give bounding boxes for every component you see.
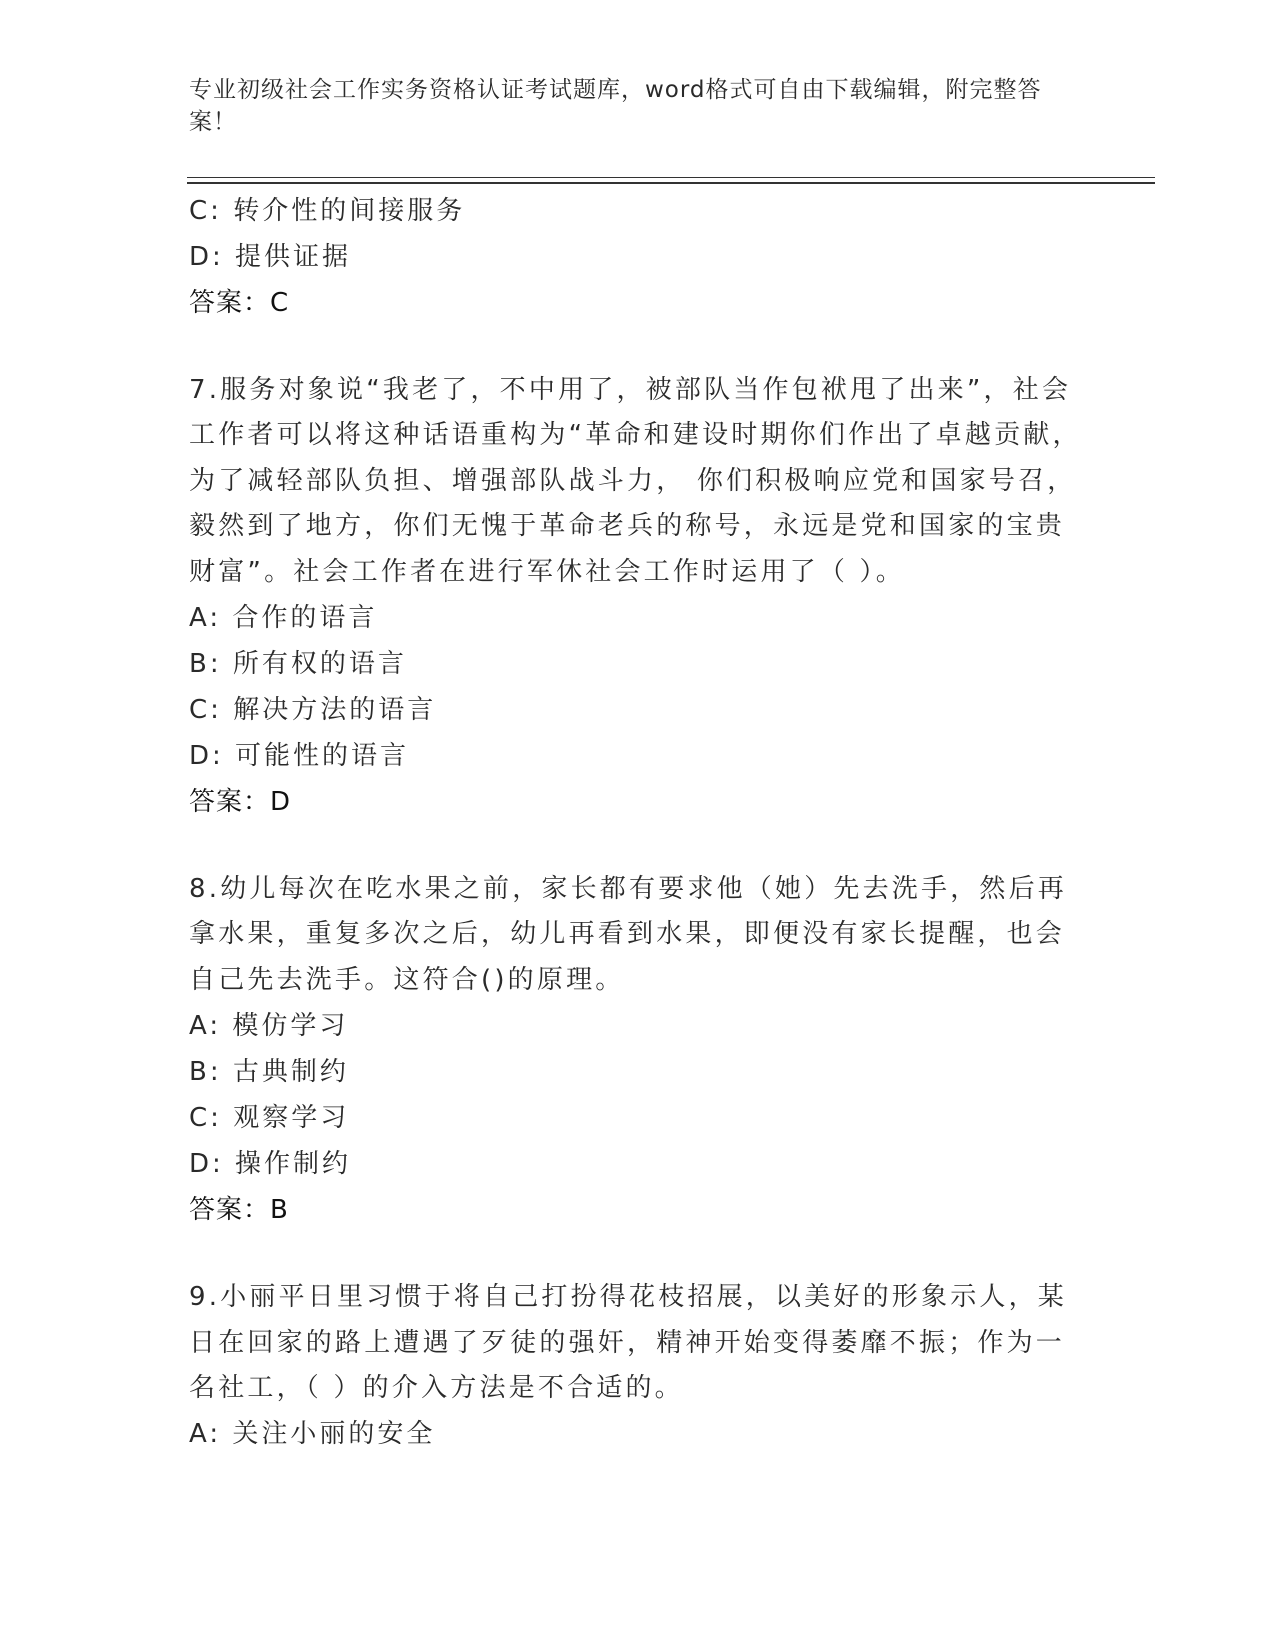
- option-b: [189, 641, 1089, 687]
- option-label: A:: [189, 1011, 222, 1042]
- header-divider-thick: [187, 182, 1155, 184]
- page-header: 专业初级社会工作实务资格认证考试题库，word格式可自由下载编辑，附完整答案！: [189, 77, 1042, 135]
- question-9: [189, 1275, 1089, 1457]
- option-a: [189, 1003, 1089, 1049]
- option-d: [189, 234, 1089, 280]
- previous-question-tail: [189, 188, 1089, 326]
- option-text: 合作的语言: [232, 603, 378, 634]
- option-a: [189, 595, 1089, 641]
- answer-line: 答案：D: [189, 787, 292, 818]
- option-c: [189, 1095, 1089, 1141]
- question-stem: 8.幼儿每次在吃水果之前，家长都有要求他（她）先去洗手，然后再拿水果，重复多次之后，幼儿再看到水果，即便没有家长提醒，也会自己先去洗手。这符合()的原理。: [189, 874, 1068, 995]
- option-label: D:: [189, 1149, 224, 1180]
- option-d: [189, 1141, 1089, 1187]
- answer-line: 答案：C: [189, 288, 290, 318]
- option-label: A:: [189, 1419, 222, 1450]
- question-8: [189, 867, 1089, 1233]
- option-text: 转介性的间接服务: [233, 196, 466, 226]
- question-stem: 7.服务对象说“我老了，不中用了，被部队当作包袱甩了出来”，社会工作者可以将这种话语重构为“革命和建设时期你们作出了卓越贡献，为了减轻部队负担、增强部队战斗力， 你们积极响应党和国家号召，毅然到了地方，你们无愧于革命老兵的称号，永远是党和国家的宝贵财富”。社会工作者在进行军休社会工作时运用了（ ）。: [189, 375, 1082, 587]
- option-text: 模仿学习: [232, 1011, 349, 1042]
- option-label: D:: [189, 741, 224, 772]
- option-label: C:: [189, 695, 222, 726]
- option-b: [189, 1049, 1089, 1095]
- question-stem: 9.小丽平日里习惯于将自己打扮得花枝招展，以美好的形象示人，某日在回家的路上遭遇了歹徒的强奸，精神开始变得萎靡不振；作为一名社工，（ ）的介入方法是不合适的。: [189, 1282, 1068, 1404]
- question-7: [189, 368, 1089, 825]
- option-text: 观察学习: [233, 1103, 350, 1134]
- header-divider-thin: [187, 177, 1155, 178]
- option-c: [189, 687, 1089, 733]
- question-list: [189, 188, 1089, 1457]
- option-label: B:: [189, 1057, 222, 1088]
- option-text: 关注小丽的安全: [232, 1419, 436, 1450]
- option-text: 可能性的语言: [235, 741, 410, 772]
- option-text: 古典制约: [232, 1057, 349, 1088]
- option-text: 提供证据: [235, 242, 352, 272]
- option-c: [189, 188, 1089, 234]
- option-a: [189, 1411, 1089, 1457]
- answer-line: 答案：B: [189, 1195, 289, 1226]
- option-text: 所有权的语言: [232, 649, 407, 680]
- option-d: [189, 733, 1089, 779]
- option-label: A:: [189, 603, 222, 634]
- option-label: D:: [189, 242, 224, 272]
- option-label: C:: [189, 196, 222, 226]
- option-label: B:: [189, 649, 222, 680]
- option-label: C:: [189, 1103, 222, 1134]
- option-text: 操作制约: [235, 1149, 352, 1180]
- option-text: 解决方法的语言: [233, 695, 437, 726]
